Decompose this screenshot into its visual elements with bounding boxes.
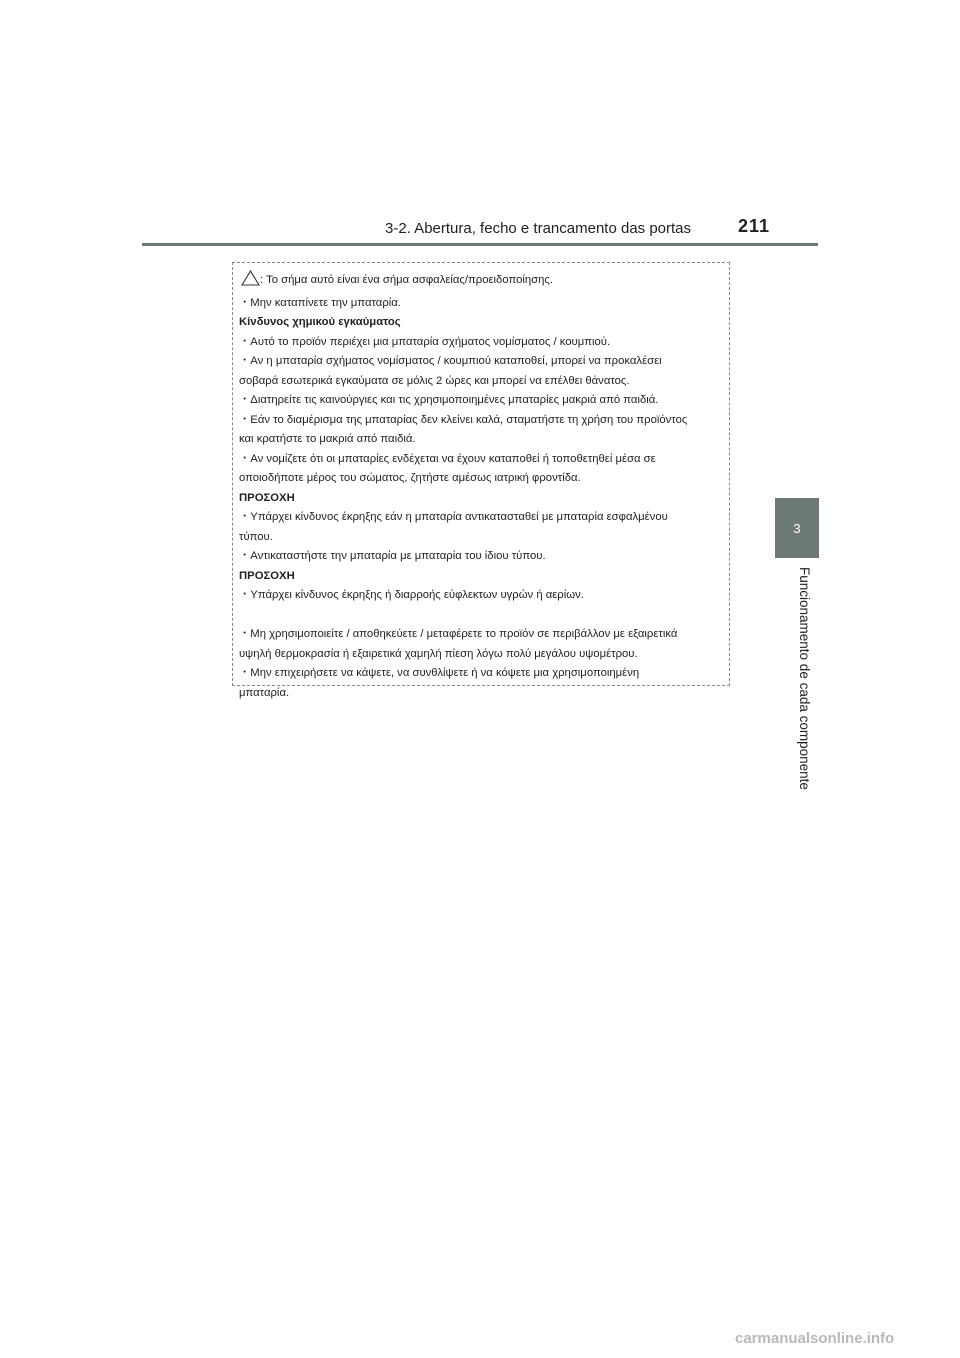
notice-line: ・Υπάρχει κίνδυνος έκρηξης ή διαρροής εύφλεκτων υγρών ή αερίων. [239, 589, 584, 601]
notice-heading: ΠΡΟΣΟΧΗ [239, 491, 295, 504]
notice-line: υψηλή θερμοκρασία ή εξαιρετικά χαμηλή πίεση λόγω πολύ μεγάλου υψομέτρου. [239, 647, 638, 660]
notice-heading: ΠΡΟΣΟΧΗ [239, 569, 295, 582]
notice-line: ・Μην καταπίνετε την μπαταρία. [239, 296, 401, 309]
notice-line: σοβαρά εσωτερικά εγκαύματα σε μόλις 2 ώρες και μπορεί να επέλθει θάνατος. [239, 374, 630, 387]
chapter-number: 3 [793, 520, 801, 536]
header-rule [142, 243, 818, 246]
page-number: 211 [738, 216, 771, 236]
notice-text: : Το σήμα αυτό είναι ένα σήμα ασφαλείας/προειδοποίησης. [260, 274, 554, 286]
section-title: 3-2. Abertura, fecho e trancamento das portas [385, 220, 692, 237]
notice-heading: Κίνδυνος χημικού εγκαύματος [239, 316, 401, 328]
watermark: carmanualsonline.info [735, 1330, 895, 1347]
notice-line: ・Διατηρείτε τις καινούργιες και τις χρησιμοποιημένες μπαταρίες μακριά από παιδιά. [239, 394, 659, 406]
notice-spacer [239, 606, 723, 626]
notice-line: ・Αν η μπαταρία σχήματος νομίσματος / κουμπιού καταποθεί, μπορεί να προκαλέσει [239, 355, 662, 367]
notice-line: ・Μην επιχειρήσετε να κάψετε, να συνθλίψετε ή να κόψετε μια χρησιμοποιημένη [239, 667, 640, 679]
battery-warning-box [232, 262, 730, 699]
chapter-tab [775, 498, 819, 558]
notice-line [239, 270, 723, 294]
notice-line: ・Αν νομίζετε ότι οι μπαταρίες ενδέχεται να έχουν καταποθεί ή τοποθετηθεί μέσα σε [239, 452, 656, 465]
notice-line: ・Εάν το διαμέρισμα της μπαταρίας δεν κλείνει καλά, σταματήστε τη χρήση του προϊόντος [239, 413, 688, 426]
notice-line: ・Αυτό το προϊόν περιέχει μια μπαταρία σχήματος νομίσματος / κουμπιού. [239, 335, 611, 348]
warning-triangle-icon [241, 270, 260, 294]
notice-line: τύπου. [239, 530, 273, 543]
notice-line: μπαταρία. [239, 686, 290, 699]
notice-line: οποιοδήποτε μέρος του σώματος, ζητήστε αμέσως ιατρική φροντίδα. [239, 472, 581, 484]
notice-line: ・Μη χρησιμοποιείτε / αποθηκεύετε / μεταφέρετε το προϊόν σε περιβάλλον με εξαιρετικά [239, 628, 678, 640]
notice-line: ・Αντικαταστήστε την μπαταρία με μπαταρία του ίδιου τύπου. [239, 550, 546, 562]
notice-line: και κρατήστε το μακριά από παιδιά. [239, 433, 416, 445]
chapter-label: Funcionamento de cada componente [797, 567, 812, 790]
notice-line: ・Υπάρχει κίνδυνος έκρηξης εάν η μπαταρία αντικατασταθεί με μπαταρία εσφαλμένου [239, 511, 668, 523]
